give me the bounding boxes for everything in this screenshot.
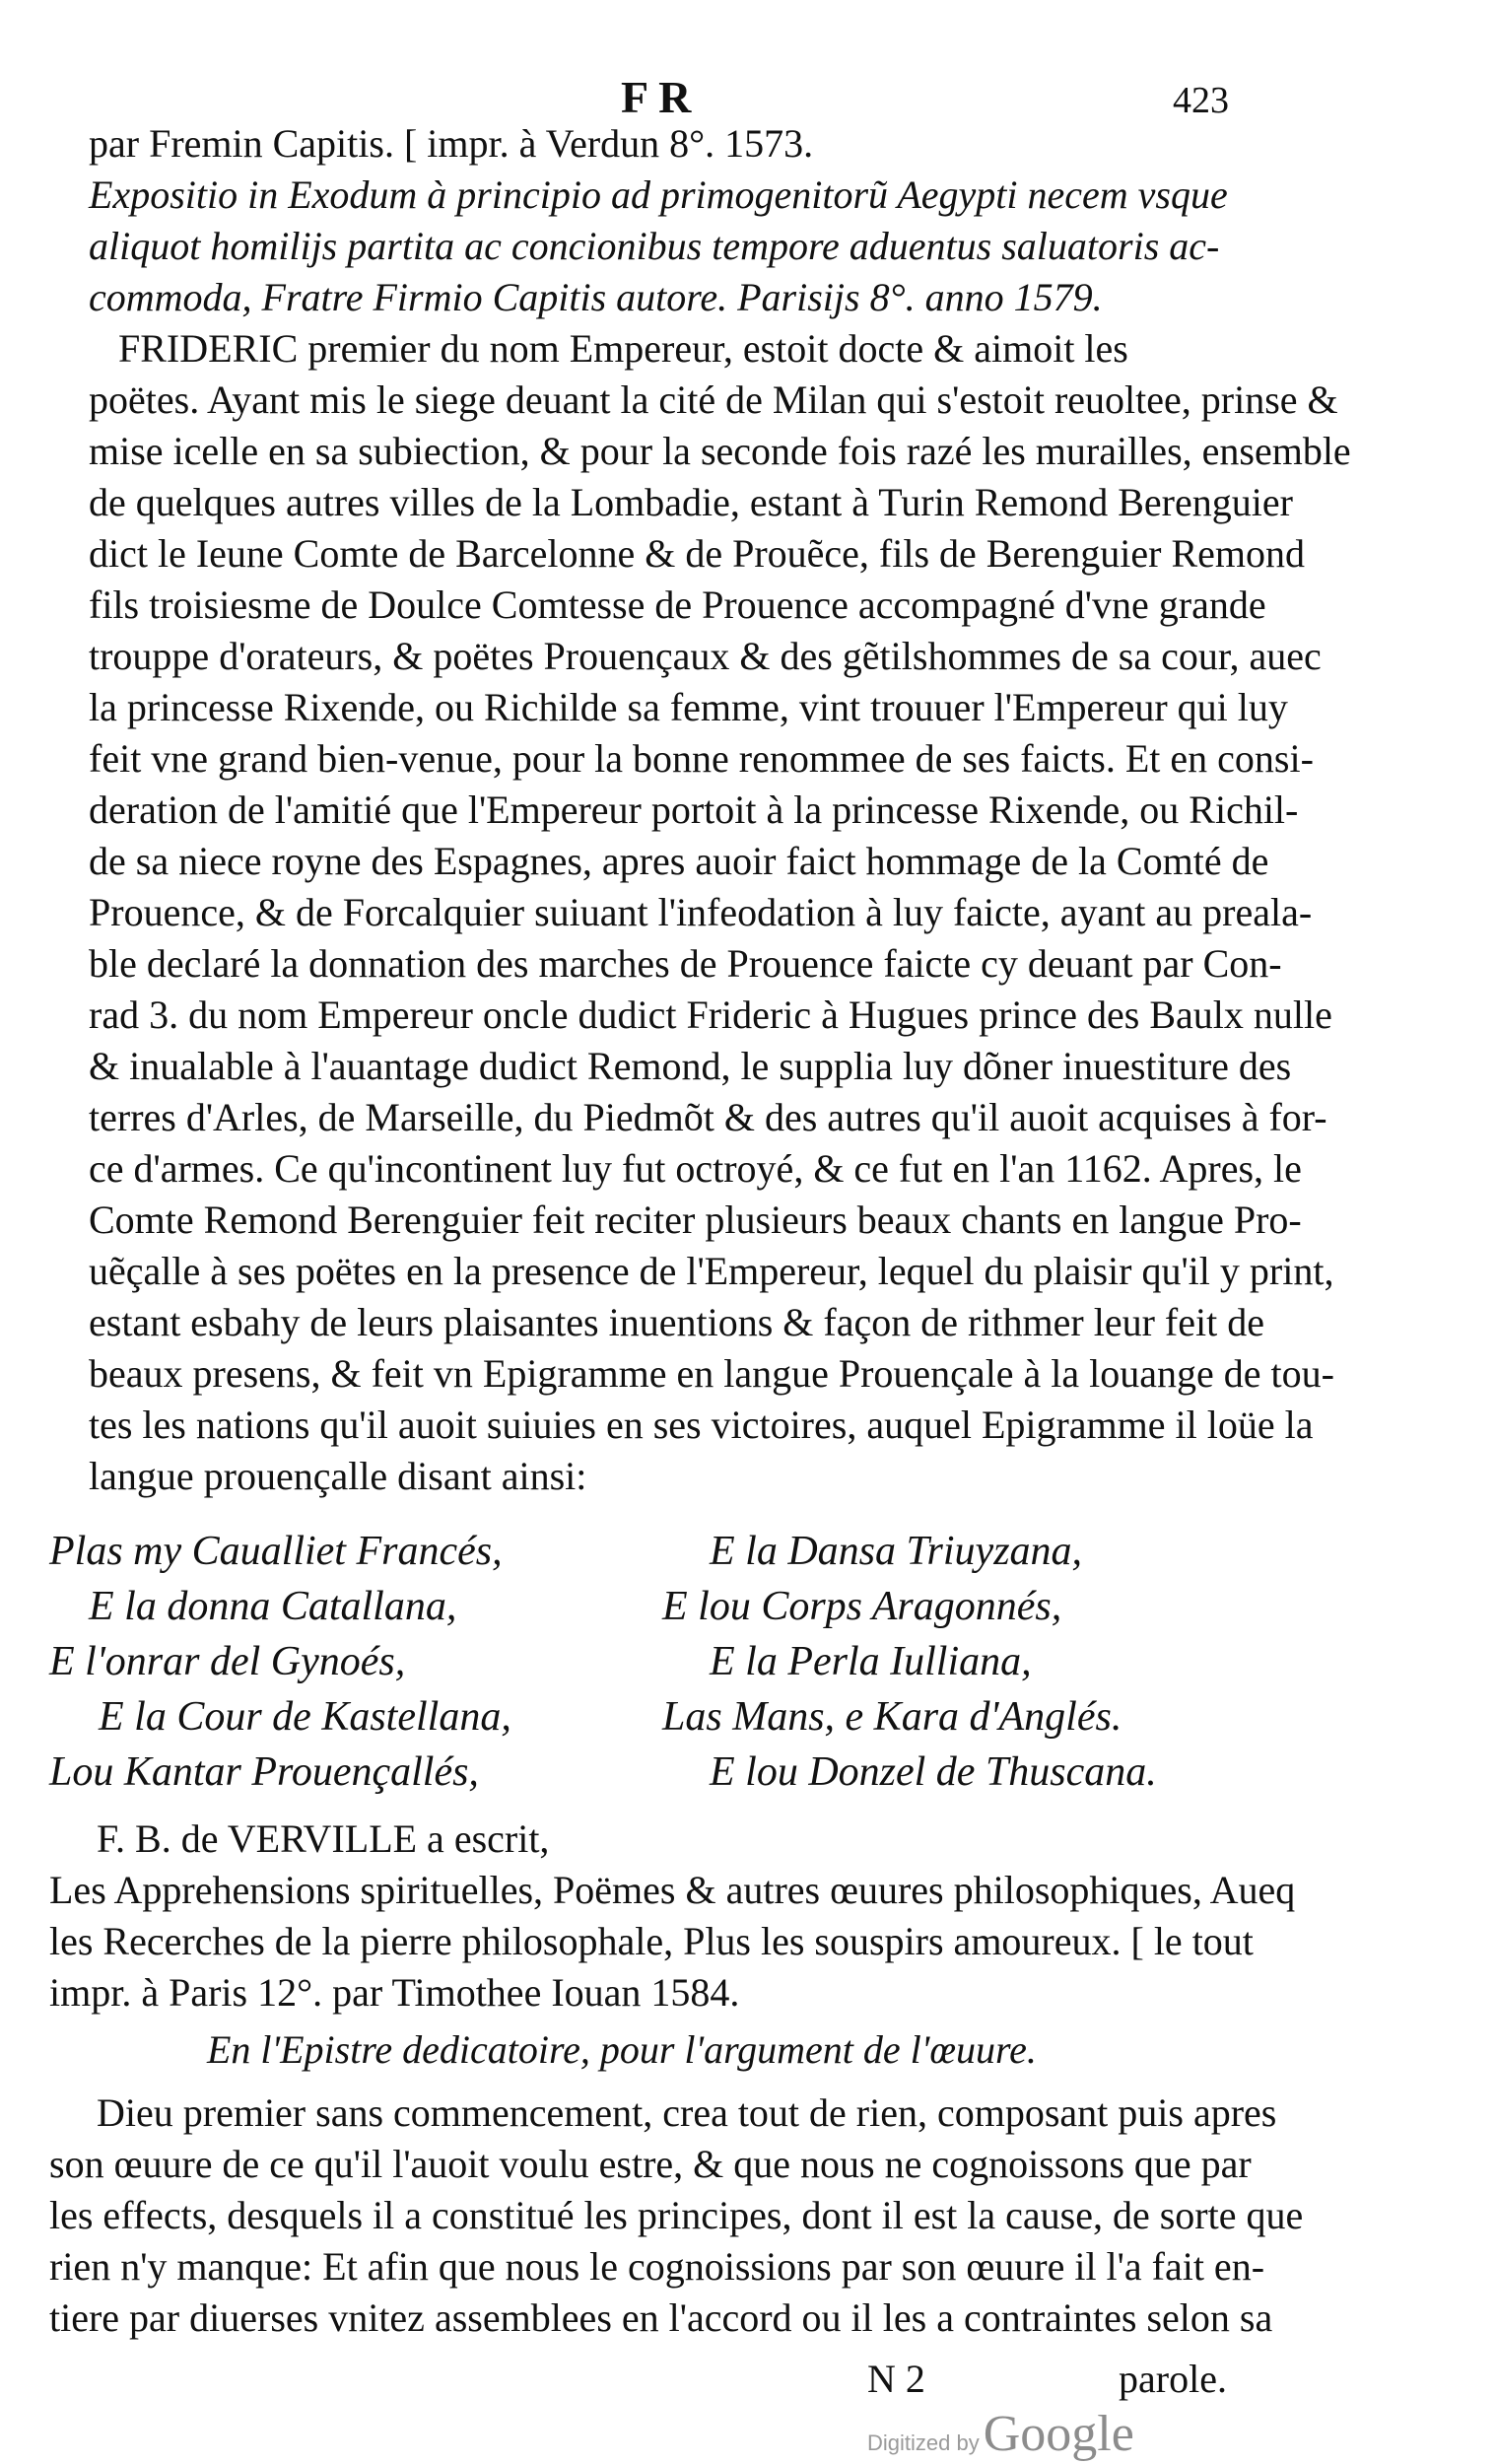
verse-line: E la Perla Iulliana, xyxy=(710,1639,1032,1684)
text-line: ce d'armes. Ce qu'incontinent luy fut octroyé, & ce fut en l'an 1162. Apres, le xyxy=(89,1146,1302,1191)
running-head: FR xyxy=(621,72,702,122)
text-line: fils troisiesme de Doulce Comtesse de Prouence accompagné d'vne grande xyxy=(89,582,1266,627)
text-line: aliquot homilijs partita ac concionibus tempore aduentus saluatoris ac- xyxy=(89,224,1220,268)
text-line: de sa niece royne des Espagnes, apres auoir faict hommage de la Comté de xyxy=(89,839,1269,883)
text-line: mise icelle en sa subiection, & pour la seconde fois razé les murailles, ensemble xyxy=(89,429,1351,473)
text-line: terres d'Arles, de Marseille, du Piedmõt & des autres qu'il auoit acquises à for- xyxy=(89,1095,1327,1139)
verse-line: E la Dansa Triuyzana, xyxy=(710,1529,1083,1574)
text-line: ble declaré la donnation des marches de Prouence faicte cy deuant par Con- xyxy=(89,941,1282,986)
text-line: Dieu premier sans commencement, crea tout de rien, composant puis apres xyxy=(97,2090,1277,2135)
section-subheading: En l'Epistre dedicatoire, pour l'argument de l'œuure. xyxy=(207,2027,1037,2072)
text-line: langue prouençalle disant ainsi: xyxy=(89,1454,587,1498)
text-line: F. B. de VERVILLE a escrit, xyxy=(97,1816,550,1861)
text-line: Expositio in Exodum à principio ad primogenitorũ Aegypti necem vsque xyxy=(89,172,1228,217)
text-line: uẽçalle à ses poëtes en la presence de l'Empereur, lequel du plaisir qu'il y print, xyxy=(89,1249,1334,1293)
watermark-prefix: Digitized by xyxy=(867,2430,980,2455)
text-line: son œuure de ce qu'il l'auoit voulu estre, & que nous ne cognoissons que par xyxy=(49,2142,1252,2186)
verse-line: E la Cour de Kastellana, xyxy=(99,1694,511,1740)
verse-line: E lou Donzel de Thuscana. xyxy=(710,1749,1157,1795)
text-line: Prouence, & de Forcalquier suiuant l'infeodation à luy faicte, ayant au preala- xyxy=(89,890,1313,934)
text-line: rad 3. du nom Empereur oncle dudict Frideric à Hugues prince des Baulx nulle xyxy=(89,992,1332,1037)
digitized-watermark xyxy=(867,2405,1134,2463)
verse-line: Plas my Caualliet Francés, xyxy=(49,1529,503,1574)
text-line: estant esbahy de leurs plaisantes inuentions & façon de rithmer leur feit de xyxy=(89,1300,1264,1344)
text-line: dict le Ieune Comte de Barcelonne & de Prouẽce, fils de Berenguier Remond xyxy=(89,531,1306,576)
text-line: impr. à Paris 12°. par Timothee Iouan 1584. xyxy=(49,1970,740,2015)
text-line: de quelques autres villes de la Lombadie, estant à Turin Remond Berenguier xyxy=(89,480,1293,524)
verse-line: Las Mans, e Kara d'Anglés. xyxy=(662,1694,1122,1740)
text-line: rien n'y manque: Et afin que nous le cognoissions par son œuure il l'a fait en- xyxy=(49,2244,1265,2289)
page-number: 423 xyxy=(1173,80,1229,121)
text-line: les effects, desquels il a constitué les principes, dont il est la cause, de sorte que xyxy=(49,2193,1304,2237)
signature-mark: N 2 xyxy=(867,2357,925,2401)
verse-line: E l'onrar del Gynoés, xyxy=(49,1639,406,1684)
text-line: tiere par diuerses vnitez assemblees en l'accord ou il les a contraintes selon sa xyxy=(49,2295,1273,2340)
text-line: les Recerches de la pierre philosophale, Plus les souspirs amoureux. [ le tout xyxy=(49,1919,1254,1963)
google-logo: Google xyxy=(983,2406,1134,2462)
text-line: & inualable à l'auantage dudict Remond, le supplia luy dõner inuestiture des xyxy=(89,1044,1292,1088)
verse-line: Lou Kantar Prouençallés, xyxy=(49,1749,479,1795)
text-line: la princesse Rixende, ou Richilde sa femme, vint trouuer l'Empereur qui luy xyxy=(89,685,1288,729)
text-line: deration de l'amitié que l'Empereur portoit à la princesse Rixende, ou Richil- xyxy=(89,787,1299,832)
text-line: beaux presens, & feit vn Epigramme en langue Prouençale à la louange de tou- xyxy=(89,1351,1334,1396)
verse-line: E la donna Catallana, xyxy=(89,1584,457,1629)
text-line: trouppe d'orateurs, & poëtes Prouençaux & des gẽtilshommes de sa cour, auec xyxy=(89,634,1322,678)
text-line: par Fremin Capitis. [ impr. à Verdun 8°. 1573. xyxy=(89,121,814,166)
verse-line: E lou Corps Aragonnés, xyxy=(662,1584,1062,1629)
text-line: commoda, Fratre Firmio Capitis autore. Parisijs 8°. anno 1579. xyxy=(89,275,1103,319)
text-line: tes les nations qu'il auoit suiuies en ses victoires, auquel Epigramme il loüe la xyxy=(89,1403,1314,1447)
text-line: Les Apprehensions spirituelles, Poëmes & autres œuures philosophiques, Aueq xyxy=(49,1868,1296,1912)
text-line: Comte Remond Berenguier feit reciter plusieurs beaux chants en langue Pro- xyxy=(89,1198,1302,1242)
text-line: FRIDERIC premier du nom Empereur, estoit docte & aimoit les xyxy=(118,326,1128,371)
catchword: parole. xyxy=(1119,2357,1227,2401)
text-line: feit vne grand bien-venue, pour la bonne renommee de ses faicts. Et en consi- xyxy=(89,736,1314,781)
text-line: poëtes. Ayant mis le siege deuant la cité de Milan qui s'estoit reuoltee, prinse & xyxy=(89,377,1338,422)
